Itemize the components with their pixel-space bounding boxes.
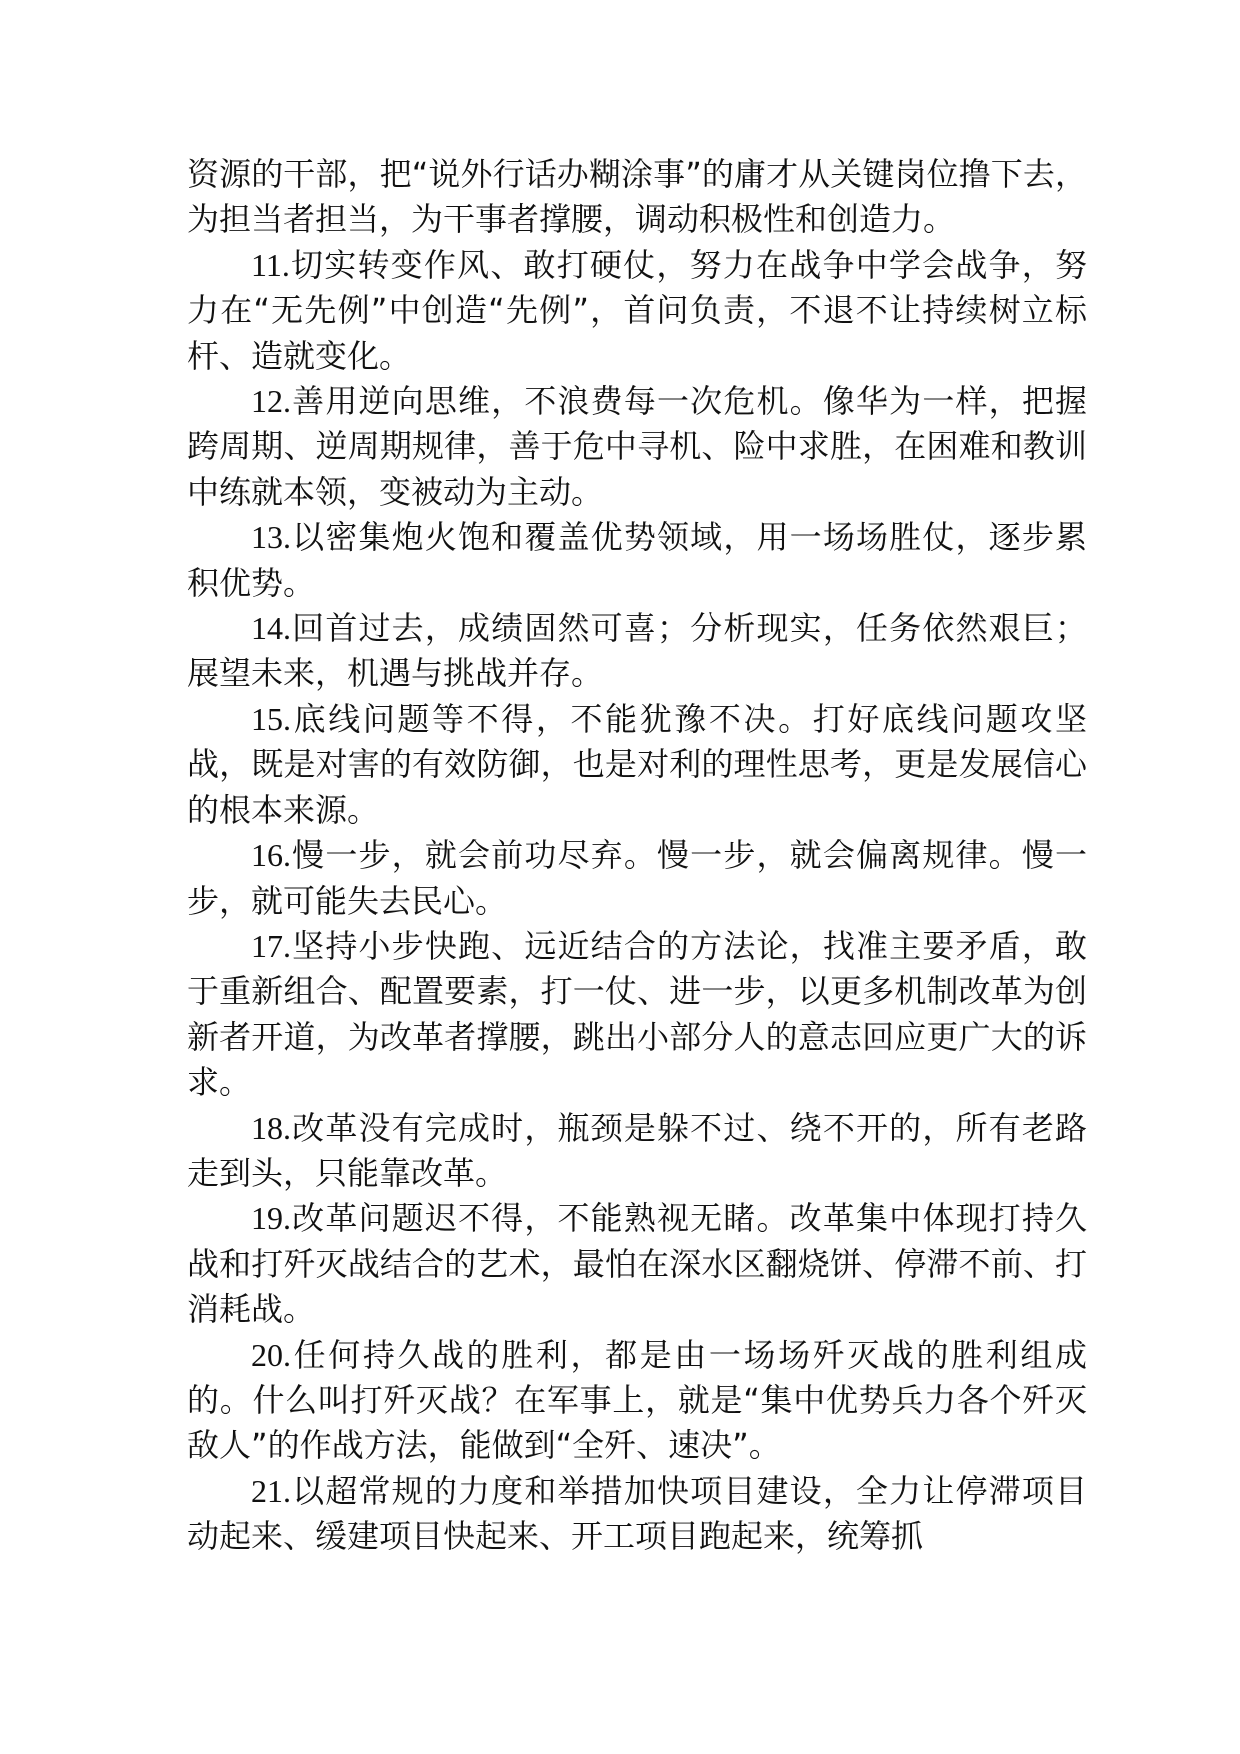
paragraph-number: 15. [251, 700, 291, 737]
paragraph-text: 善用逆向思维，不浪费每一次危机。像华为一样，把握跨周期、逆周期规律，善于危中寻机、险中求胜，在困难和教训中练就本领，变被动为主动。 [187, 382, 1087, 511]
paragraph-14 [187, 606, 1087, 697]
paragraph-number: 21. [251, 1472, 291, 1509]
paragraph-13 [187, 515, 1087, 606]
paragraph-number: 14. [251, 610, 291, 647]
paragraph-number: 11. [251, 246, 290, 283]
document-page [187, 152, 1087, 1560]
paragraph-text: 切实转变作风、敢打硬仗，努力在战争中学会战争，努力在“无先例”中创造“先例”，首问负责，不退不让持续树立标杆、造就变化。 [187, 245, 1087, 375]
paragraph-16 [187, 833, 1087, 924]
paragraph-text: 底线问题等不得，不能犹豫不决。打好底线问题攻坚战，既是对害的有效防御，也是对利的理性思考，更是发展信心的根本来源。 [187, 699, 1087, 829]
paragraph-number: 16. [251, 837, 291, 874]
paragraph-11 [187, 243, 1087, 379]
paragraph-21 [187, 1469, 1087, 1560]
paragraph-number: 13. [251, 519, 291, 556]
paragraph-text: 改革没有完成时，瓶颈是躲不过、绕不开的，所有老路走到头，只能靠改革。 [187, 1108, 1087, 1192]
paragraph-20 [187, 1333, 1087, 1469]
paragraph-text: 慢一步，就会前功尽弃。慢一步，就会偏离规律。慢一步，就可能失去民心。 [187, 836, 1087, 920]
paragraph-text: 坚持小步快跑、远近结合的方法论，找准主要矛盾，敢于重新组合、配置要素，打一仗、进一步，以更多机制改革为创新者开道，为改革者撑腰，跳出小部分人的意志回应更广大的诉求。 [187, 926, 1087, 1102]
paragraph-15 [187, 697, 1087, 833]
paragraph-text: 资源的干部，把“说外行话办糊涂事”的庸才从关键岗位撸下去，为担当者担当，为干事者撑腰，调动积极性和创造力。 [187, 155, 1087, 239]
paragraph-text: 以超常规的力度和举措加快项目建设，全力让停滞项目动起来、缓建项目快起来、开工项目跑起来，统筹抓 [187, 1471, 1087, 1556]
paragraph-text: 改革问题迟不得，不能熟视无睹。改革集中体现打持久战和打歼灭战结合的艺术，最怕在深水区翻烧饼、停滞不前、打消耗战。 [187, 1199, 1087, 1329]
paragraph-text: 以密集炮火饱和覆盖优势领域，用一场场胜仗，逐步累积优势。 [187, 518, 1087, 602]
paragraph-number: 12. [251, 383, 291, 420]
paragraph-text: 任何持久战的胜利，都是由一场场歼灭战的胜利组成的。什么叫打歼灭战？在军事上，就是“集中优势兵力各个歼灭敌人”的作战方法，能做到“全歼、速决”。 [187, 1335, 1087, 1465]
paragraph-number: 18. [251, 1109, 291, 1146]
paragraph-number: 19. [251, 1200, 291, 1237]
paragraph-number: 20. [251, 1336, 291, 1373]
paragraph-19 [187, 1196, 1087, 1332]
paragraph-17 [187, 924, 1087, 1106]
paragraph-18 [187, 1106, 1087, 1197]
paragraph-number: 17. [251, 927, 291, 964]
paragraph-12 [187, 379, 1087, 515]
paragraph-continued [187, 152, 1087, 243]
paragraph-text: 回首过去，成绩固然可喜；分析现实，任务依然艰巨；展望未来，机遇与挑战并存。 [187, 609, 1087, 693]
